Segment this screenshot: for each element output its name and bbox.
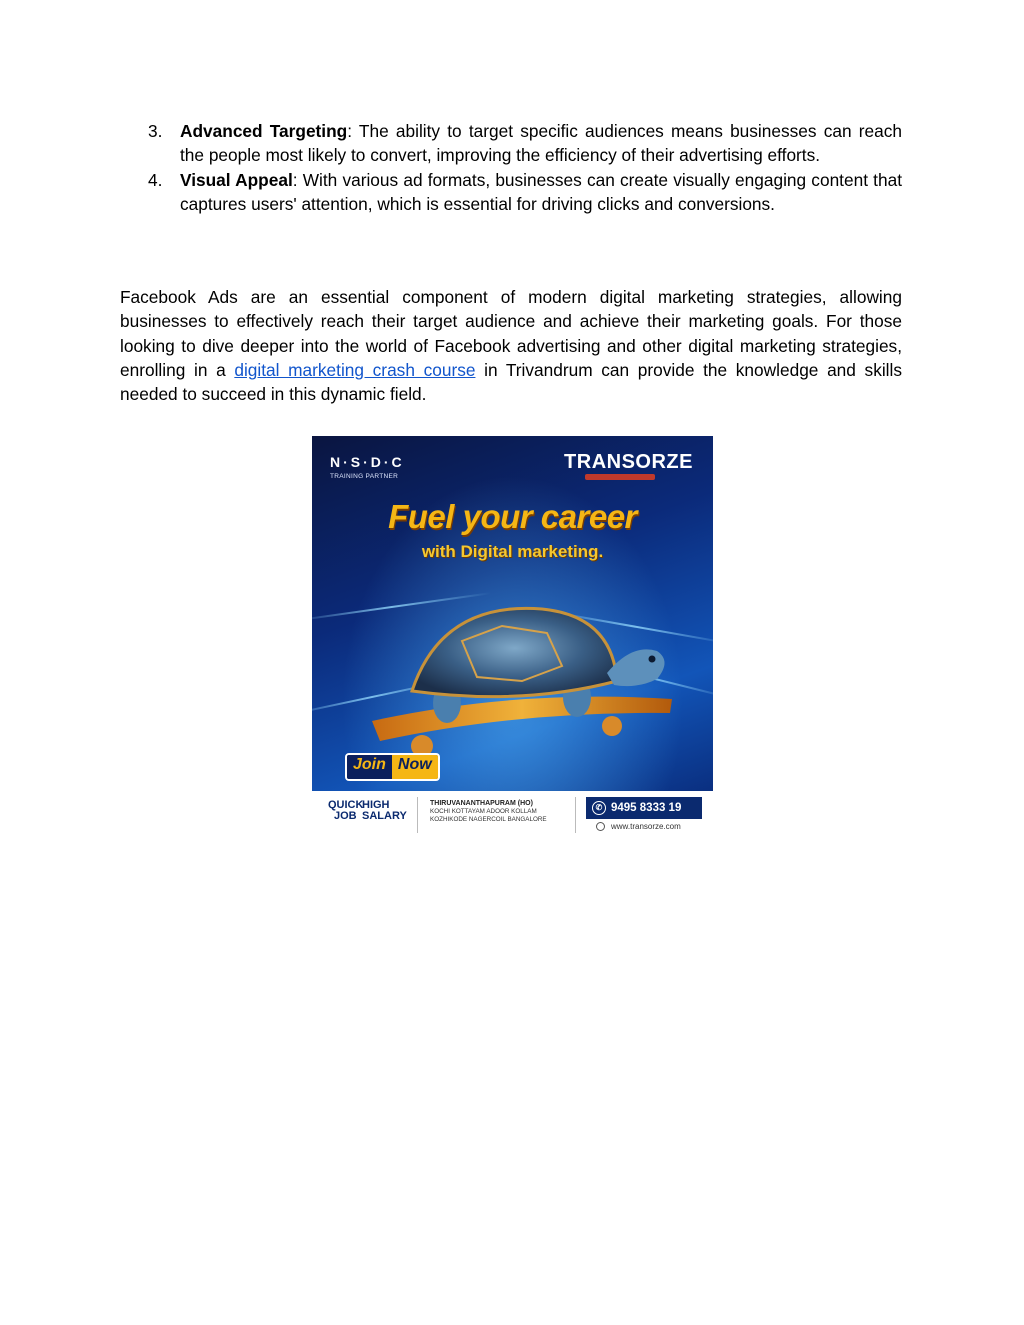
list-text: : With various ad formats, businesses can create visually engaging content that captures users' attention, which is essential for driving clicks and conversions. bbox=[180, 169, 902, 214]
transorze-logo: TRANSORZE bbox=[564, 451, 693, 473]
nsdc-logo: N·S·D·C bbox=[330, 454, 405, 470]
website-line bbox=[596, 822, 681, 831]
phone-icon: ✆ bbox=[592, 801, 606, 815]
nsdc-subtitle: TRAINING PARTNER bbox=[330, 473, 399, 480]
ad-footer bbox=[312, 791, 713, 837]
ad-headline: Fuel your career bbox=[388, 498, 637, 535]
list-number: 4. bbox=[148, 169, 163, 190]
brand-tagline-bar bbox=[585, 474, 655, 480]
benefits-list bbox=[148, 119, 902, 216]
turtle-skateboard-illustration bbox=[352, 581, 682, 771]
list-item bbox=[148, 119, 902, 168]
high-salary-badge: HIGH SALARY bbox=[362, 799, 407, 822]
phone-number: 9495 8333 19 bbox=[611, 802, 682, 814]
list-item bbox=[148, 168, 902, 217]
ad-subline: with Digital marketing. bbox=[421, 542, 604, 561]
list-term: Visual Appeal bbox=[180, 169, 293, 190]
crash-course-link[interactable]: digital marketing crash course bbox=[234, 359, 476, 380]
quick-job-badge: QUICK JOB bbox=[328, 799, 364, 822]
divider bbox=[417, 797, 418, 833]
list-text: : The ability to target specific audiences means businesses can reach the people most likely to convert, improving the efficiency of their advertising efforts. bbox=[180, 121, 902, 166]
phone-number-box bbox=[586, 797, 702, 819]
list-number: 3. bbox=[148, 121, 163, 141]
join-now-button bbox=[345, 753, 440, 781]
ad-hero bbox=[312, 436, 713, 791]
globe-icon bbox=[596, 822, 605, 831]
paragraph-text: in Trivandrum can provide the knowledge and skills needed to succeed in this dynamic field. bbox=[120, 359, 902, 405]
paragraph-text: Facebook Ads are an essential component of modern digital marketing strategies, allowing businesses to effectively reach their target audience and achieve their marketing goals. For those looking to dive deeper into the world of Facebook advertising and other digital marketing strategies, enrolling in a bbox=[120, 287, 902, 380]
now-label: Now bbox=[392, 755, 438, 779]
divider bbox=[575, 797, 576, 833]
ad-banner-image bbox=[312, 436, 713, 837]
list-term: Advanced Targeting bbox=[180, 121, 348, 141]
website-url: www.transorze.com bbox=[611, 822, 681, 831]
join-label: Join bbox=[347, 755, 392, 779]
summary-paragraph bbox=[120, 285, 902, 406]
locations-block: THIRUVANANTHAPURAM (HO) KOCHI KOTTAYAM ADOOR KOLLAM KOZHIKODE NAGERCOIL BANGALORE bbox=[430, 800, 547, 823]
